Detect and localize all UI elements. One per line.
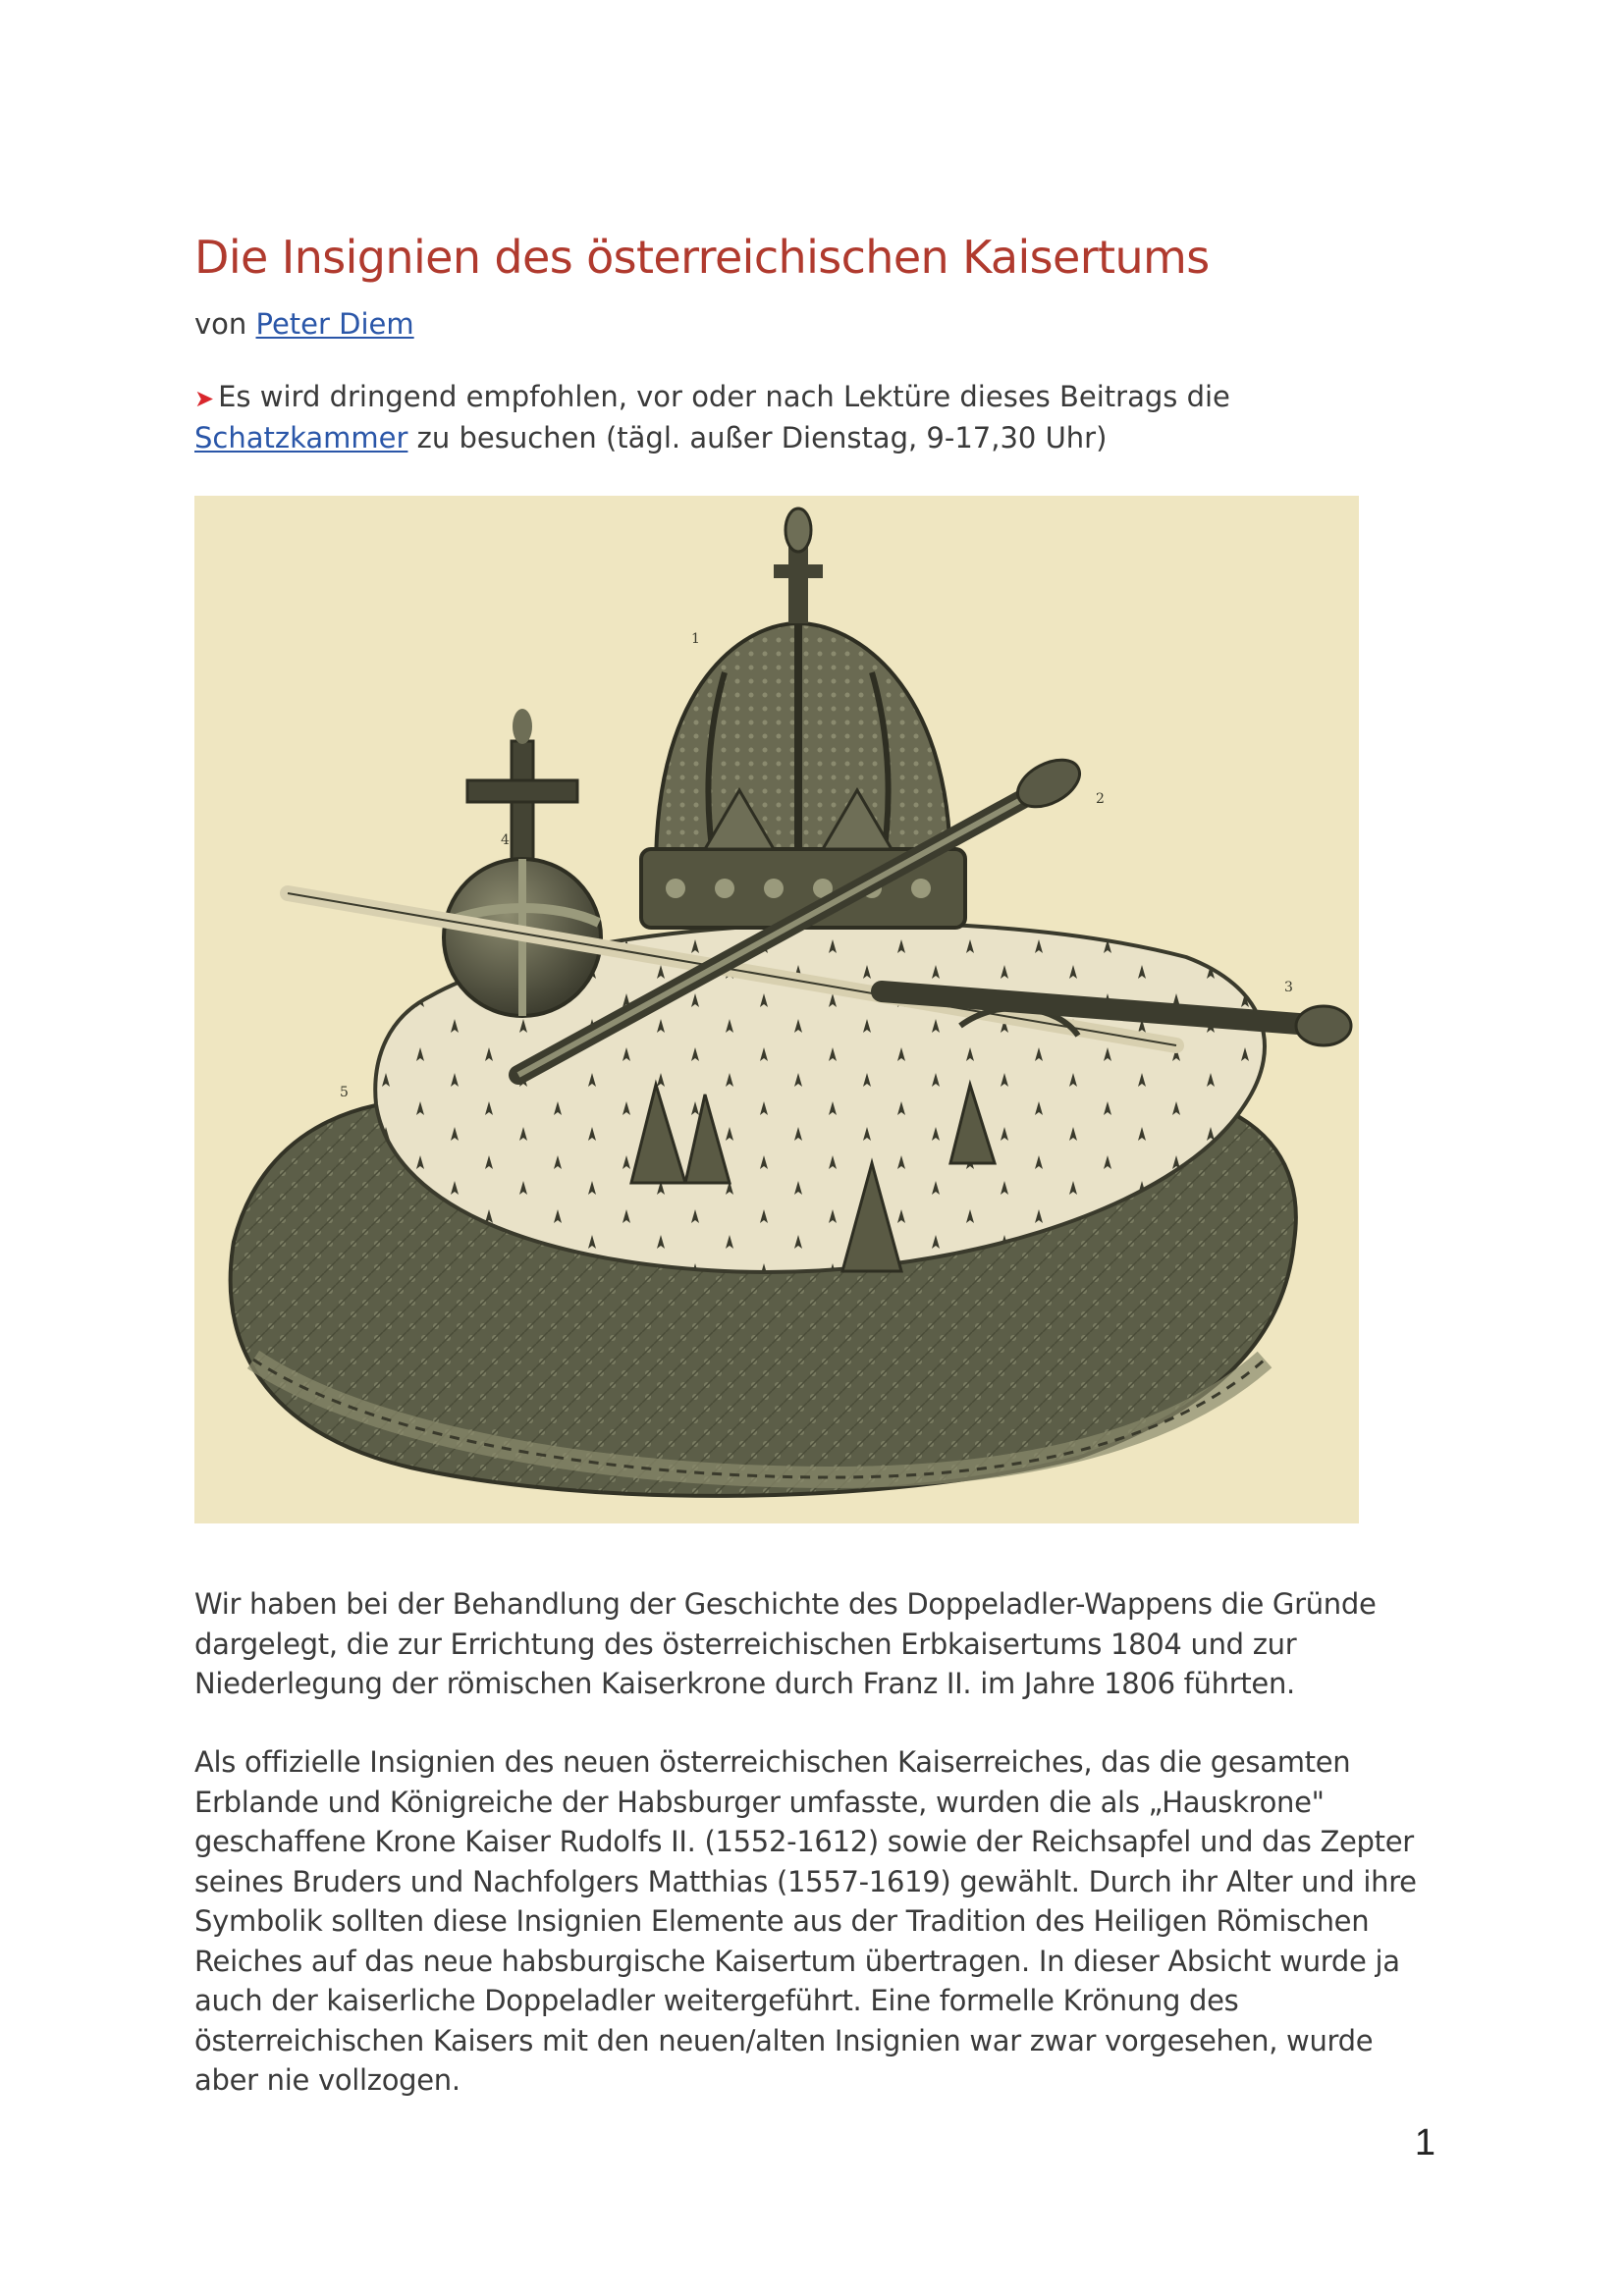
figure-label-4: 4: [501, 832, 510, 848]
page-title: Die Insignien des österreichischen Kaisertums: [194, 231, 1210, 284]
author-link[interactable]: Peter Diem: [255, 307, 414, 341]
figure-label-2: 2: [1096, 791, 1105, 807]
schatzkammer-link[interactable]: Schatzkammer: [194, 421, 408, 454]
visit-notice: [194, 377, 1432, 457]
figure-label-3: 3: [1284, 980, 1293, 995]
byline-prefix: von: [194, 307, 256, 341]
notice-text-before: Es wird dringend empfohlen, vor oder nach Lektüre dieses Beitrags die: [218, 380, 1230, 413]
paragraph-2: Als offizielle Insignien des neuen österreichischen Kaiserreiches, das die gesamten Erblande und Königreiche der Habsburger umfasste, wurden die als „Hauskrone" geschaffene Krone Kaiser Rudolfs II. (1552-1612) sowie der Reichsapfel und das Zepter seines Bruders und Nachfolgers Matthias (1557-1619) gewählt. Durch ihr Alter und ihre Symbolik sollten diese Insignien Elemente aus der Tradition des Heiligen Römischen Reiches auf das neue habsburgische Kaisertum übertragen. In dieser Absicht wurde ja auch der kaiserliche Doppeladler weitergeführt. Eine formelle Krönung des österreichischen Kaisers mit den neuen/alten Insignien war zwar vorgesehen, wurde aber nie vollzogen.: [194, 1745, 1417, 2097]
page-number: 1: [1414, 2122, 1435, 2163]
insignia-engraving: [194, 496, 1359, 1523]
red-arrow-icon: ➤: [194, 385, 215, 412]
byline: [194, 304, 414, 344]
figure-label-1: 1: [691, 631, 700, 647]
notice-text-after: zu besuchen (tägl. außer Dienstag, 9-17,30 Uhr): [407, 421, 1108, 454]
figure-label-5: 5: [340, 1085, 349, 1100]
imperial-orb: [444, 709, 601, 1016]
paragraph-1: Wir haben bei der Behandlung der Geschichte des Doppeladler-Wappens die Gründe dargelegt, die zur Errichtung des österreichischen Erbkaisertums 1804 und zur Niederlegung der römischen Kaiserkrone durch Franz II. im Jahre 1806 führten.: [194, 1587, 1377, 1700]
engraving-illustration: [194, 496, 1359, 1523]
